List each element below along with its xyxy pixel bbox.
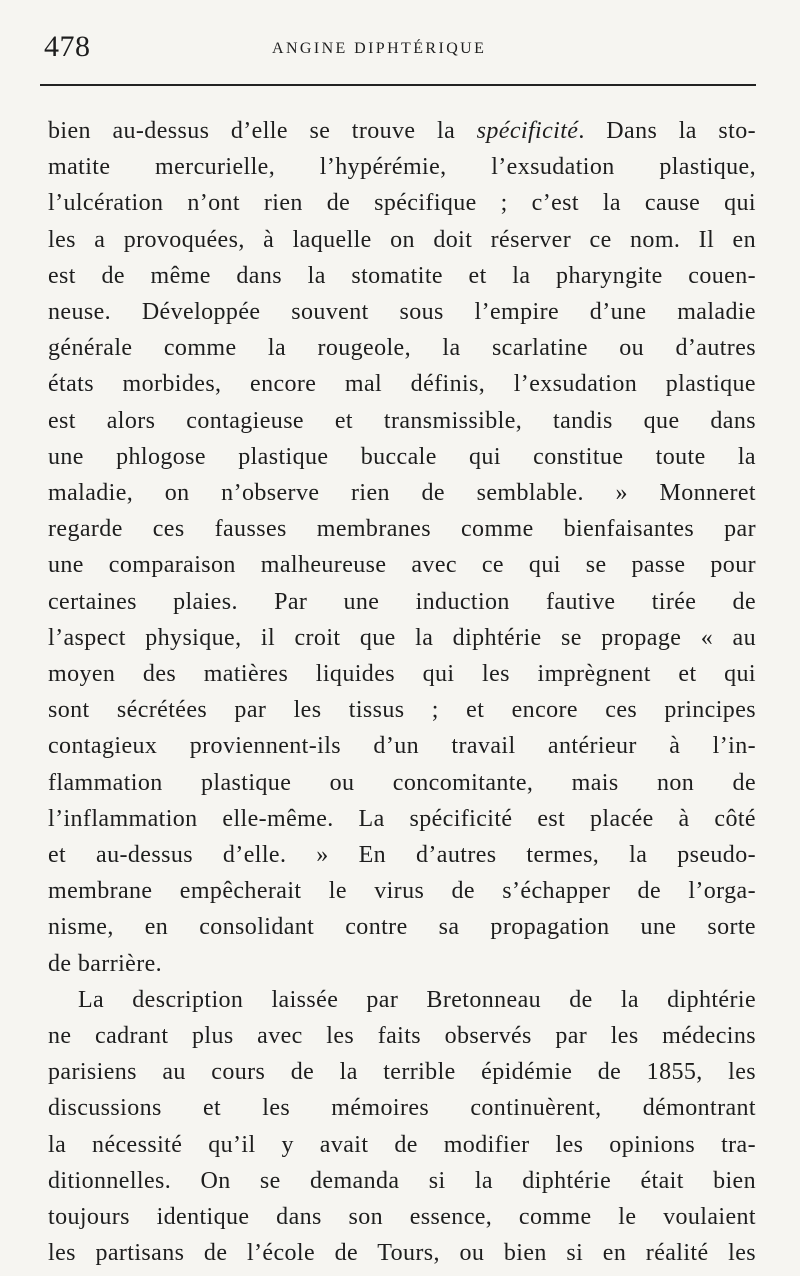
- italic-term: spécificité: [476, 118, 579, 144]
- text-line: membrane empêcherait le virus de s’échapper de l’orga-: [48, 878, 756, 905]
- text-line: l’inflammation elle-même. La spécificité est placée à côté: [48, 805, 756, 832]
- text-line: générale comme la rougeole, la scarlatine ou d’autres: [48, 335, 756, 362]
- text-line: neuse. Développée souvent sous l’empire d’une maladie: [48, 299, 756, 326]
- text-line: certaines plaies. Par une induction fautive tirée de: [48, 588, 756, 615]
- text-line: les partisans de l’école de Tours, ou bien si en réalité les: [48, 1240, 756, 1267]
- text-line: les a provoquées, à laquelle on doit réserver ce nom. Il en: [48, 226, 756, 253]
- running-head: ANGINE DIPHTÉRIQUE: [272, 40, 487, 57]
- text-line: flammation plastique ou concomitante, mais non de: [48, 769, 756, 796]
- text-line: et au-dessus d’elle. » En d’autres termes, la pseudo-: [48, 842, 756, 869]
- text-line: l’aspect physique, il croit que la diphtérie se propage « au: [48, 624, 756, 651]
- text-line: la nécessité qu’il y avait de modifier les opinions tra-: [48, 1131, 756, 1158]
- text-line: toujours identique dans son essence, comme le voulaient: [48, 1204, 756, 1231]
- text-line: moyen des matières liquides qui les imprègnent et qui: [48, 661, 756, 688]
- text-line: sont sécrétées par les tissus ; et encore ces principes: [48, 697, 756, 724]
- text-line: de barrière.: [48, 950, 163, 977]
- text-line: est de même dans la stomatite et la pharyngite couen-: [48, 262, 756, 289]
- header-rule: [40, 84, 756, 86]
- text-line: une comparaison malheureuse avec ce qui se passe pour: [48, 552, 756, 579]
- paragraph-1: [48, 113, 756, 982]
- text-line: bien au-dessus d’elle se trouve la spécificité. Dans la sto-: [48, 118, 756, 144]
- text-line: ne cadrant plus avec les faits observés par les médecins: [48, 1023, 756, 1050]
- text-line: maladie, on n’observe rien de semblable. » Monneret: [48, 480, 756, 507]
- text-line: nisme, en consolidant contre sa propagation une sorte: [48, 914, 756, 941]
- text-line: parisiens au cours de la terrible épidémie de 1855, les: [48, 1059, 756, 1086]
- page-number: 478: [44, 30, 91, 63]
- paragraph-2: [48, 982, 756, 1272]
- text-line: regarde ces fausses membranes comme bienfaisantes par: [48, 516, 756, 543]
- text-line: discussions et les mémoires continuèrent, démontrant: [48, 1095, 756, 1122]
- body-text: [48, 113, 756, 1272]
- text-line: contagieux proviennent-ils d’un travail antérieur à l’in-: [48, 733, 756, 760]
- text-line: états morbides, encore mal définis, l’exsudation plastique: [48, 371, 756, 398]
- text-line: l’ulcération n’ont rien de spécifique ; c’est la cause qui: [48, 190, 756, 217]
- text-line: ditionnelles. On se demanda si la diphtérie était bien: [48, 1167, 756, 1194]
- text-line: matite mercurielle, l’hypérémie, l’exsudation plastique,: [48, 154, 756, 181]
- text-line: une phlogose plastique buccale qui constitue toute la: [48, 443, 756, 470]
- text-line: est alors contagieuse et transmissible, tandis que dans: [48, 407, 756, 434]
- page-header: [44, 30, 754, 70]
- text-line: La description laissée par Bretonneau de la diphtérie: [78, 986, 756, 1013]
